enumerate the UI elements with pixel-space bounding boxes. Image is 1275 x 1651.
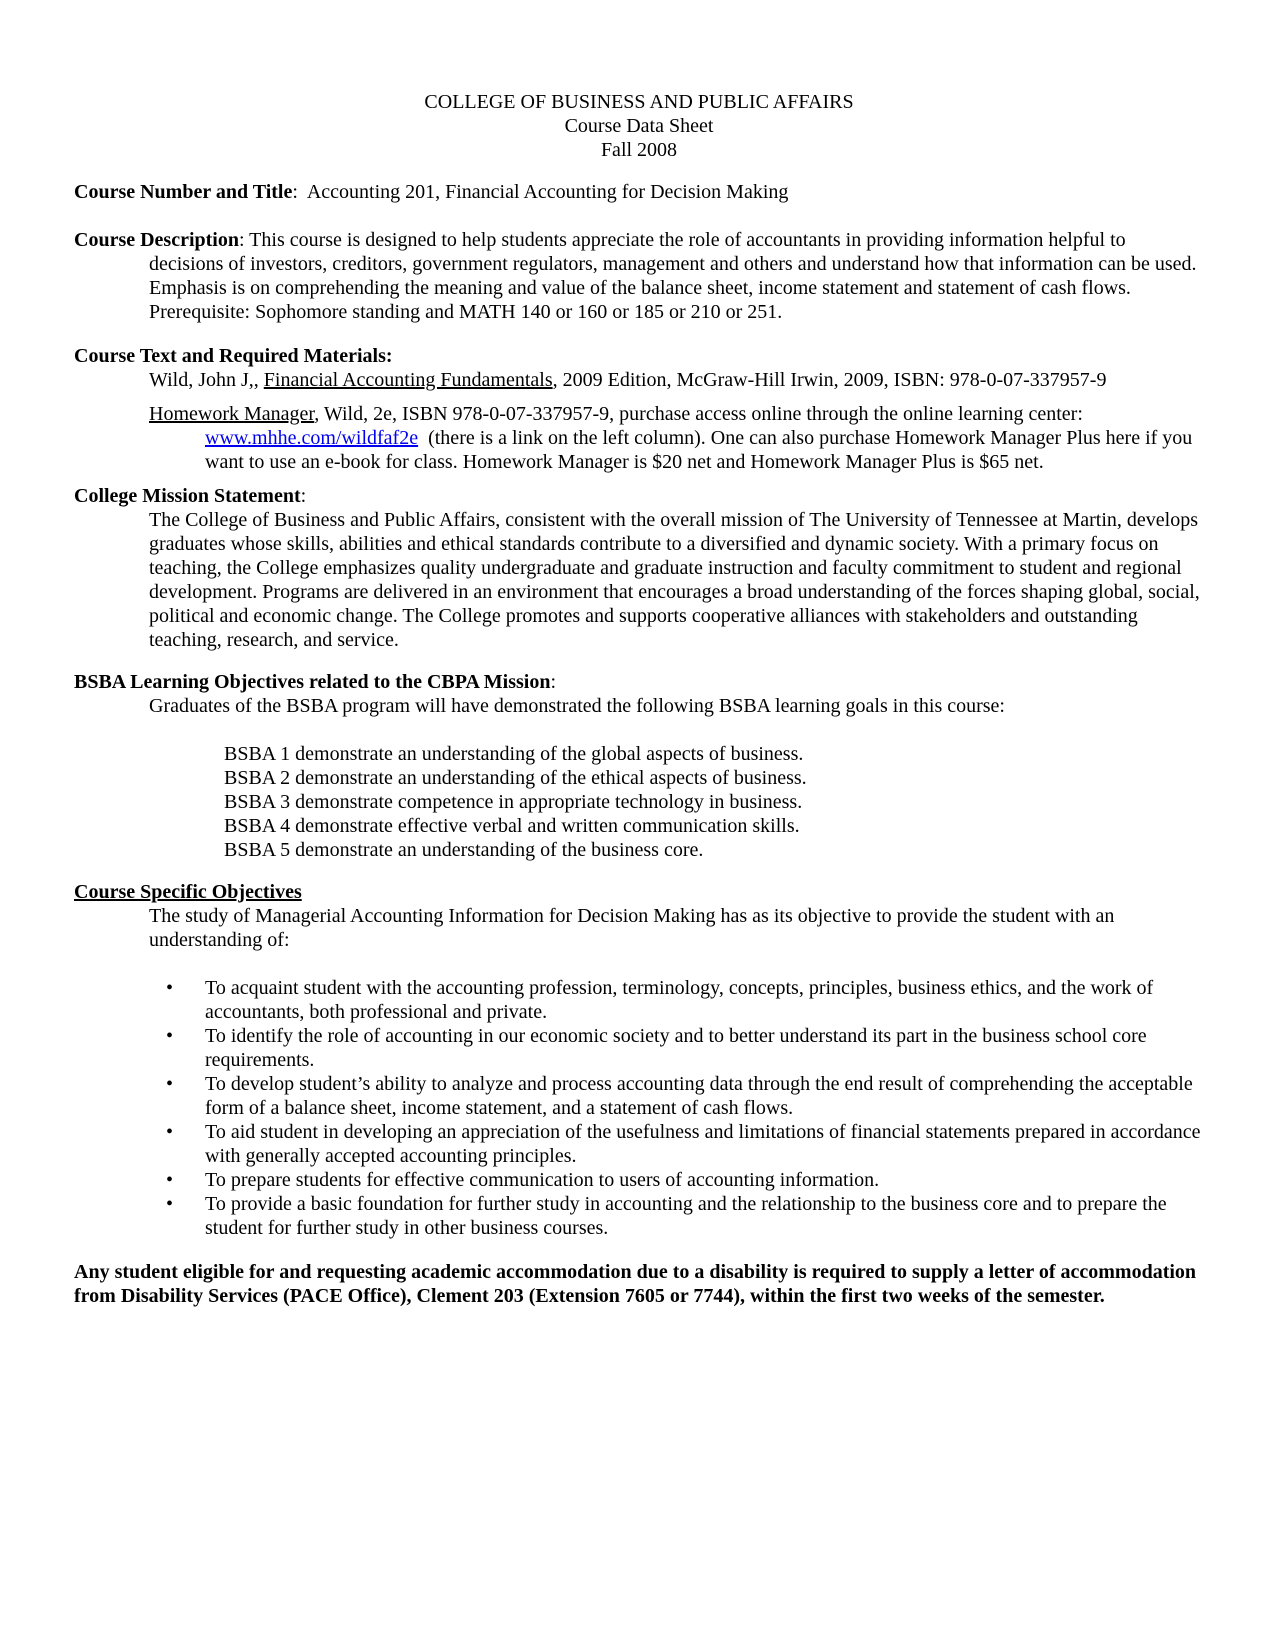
- list-item: [74, 1024, 1204, 1072]
- objective-text: To develop student’s ability to analyze and process accounting data through the end result of comprehending the acceptable form of a balance sheet, income statement, and a statement of cash flows.: [205, 1073, 1193, 1119]
- specific-objectives-section: [74, 880, 1204, 1240]
- course-number-sep: :: [292, 181, 307, 203]
- bullet-icon: •: [166, 1193, 174, 1215]
- objective-text: To prepare students for effective communication to users of accounting information.: [205, 1169, 880, 1191]
- bullet-icon: •: [166, 1121, 174, 1143]
- bullet-icon: •: [166, 977, 174, 999]
- course-number-label: Course Number and Title: [74, 181, 293, 203]
- textbook-author: Wild, John J,,: [149, 369, 264, 391]
- disability-notice: Any student eligible for and requesting academic accommodation due to a disability is required to supply a letter of accommodation from Disability Services (PACE Office), Clement 203 (Extension 7605 or 7744), within the first two weeks of the semester.: [74, 1261, 1197, 1307]
- homework-manager-link[interactable]: www.mhhe.com/wildfaf2e: [205, 427, 419, 449]
- bsba-intro: Graduates of the BSBA program will have demonstrated the following BSBA learning goals in this course:: [149, 695, 1005, 717]
- college-name: COLLEGE OF BUSINESS AND PUBLIC AFFAIRS: [424, 91, 854, 113]
- homework-manager-paragraph: [74, 402, 1204, 474]
- objectives-list: [74, 976, 1204, 1240]
- bullet-icon: •: [166, 1169, 174, 1191]
- specific-objectives-intro: The study of Managerial Accounting Information for Decision Making has as its objective to provide the student with an understanding of:: [149, 905, 1115, 951]
- objective-text: To identify the role of accounting in our economic society and to better understand its part in the business school core requirements.: [205, 1025, 1147, 1071]
- bsba-goal: BSBA 2 demonstrate an understanding of the ethical aspects of business.: [224, 767, 807, 789]
- mission-heading: College Mission Statement: [74, 485, 301, 507]
- bsba-heading: BSBA Learning Objectives related to the CBPA Mission: [74, 671, 551, 693]
- bsba-goal: BSBA 4 demonstrate effective verbal and written communication skills.: [224, 815, 800, 837]
- mission-text: The College of Business and Public Affairs, consistent with the overall mission of The University of Tennessee at Martin, develops graduates whose skills, abilities and ethical standards contribute to a diversified and dynamic society. With a primary focus on teaching, the College emphasizes quality undergraduate and graduate instruction and faculty commitment to student and regional development. Programs are delivered in an environment that encourages a broad understanding of the forces shaping global, social, political and economic change. The College promotes and supports cooperative alliances with stakeholders and outstanding teaching, research, and service.: [149, 509, 1200, 651]
- document-header: [74, 90, 1204, 162]
- materials-section: [74, 344, 1204, 474]
- bullet-icon: •: [166, 1073, 174, 1095]
- objective-text: To provide a basic foundation for further study in accounting and the relationship to the business core and to prepare the student for further study in other business courses.: [205, 1193, 1167, 1239]
- objective-text: To acquaint student with the accounting profession, terminology, concepts, principles, business ethics, and the work of accountants, both professional and private.: [205, 977, 1154, 1023]
- materials-heading: Course Text and Required Materials:: [74, 345, 393, 367]
- list-item: [74, 1072, 1204, 1120]
- homework-manager-text-1: , Wild, 2e, ISBN 978-0-07-337957-9, purchase access online through the online learning center:: [314, 403, 1083, 425]
- list-item: [74, 1168, 1204, 1192]
- document-title: Course Data Sheet: [564, 115, 714, 137]
- course-description-section: [74, 228, 1204, 324]
- course-description-text: : This course is designed to help students appreciate the role of accountants in providing information helpful to decisions of investors, creditors, government regulators, management and others and understand how that information can be used. Emphasis is on comprehending the meaning and value of the balance sheet, income statement and statement of cash flows. Prerequisite: Sophomore standing and MATH 140 or 160 or 185 or 210 or 251.: [149, 229, 1197, 323]
- bsba-colon: :: [550, 671, 557, 693]
- course-number-value: Accounting 201, Financial Accounting for Decision Making: [306, 181, 789, 203]
- objective-text: To aid student in developing an appreciation of the usefulness and limitations of financial statements prepared in accordance with generally accepted accounting principles.: [205, 1121, 1201, 1167]
- course-number-section: [74, 180, 1204, 204]
- mission-section: [74, 484, 1204, 652]
- specific-objectives-heading: Course Specific Objectives: [74, 881, 302, 903]
- bsba-goal: BSBA 3 demonstrate competence in appropriate technology in business.: [224, 791, 803, 813]
- homework-manager-text-2: (there is a link on the left column). One can also purchase Homework Manager Plus here if you want to use an e-book for class. Homework Manager is $20 net and Homework Manager Plus is $65 net.: [205, 427, 1198, 473]
- disability-notice-section: [74, 1260, 1204, 1308]
- bsba-goal: BSBA 1 demonstrate an understanding of the global aspects of business.: [224, 743, 804, 765]
- bsba-goal: BSBA 5 demonstrate an understanding of the business core.: [224, 839, 704, 861]
- textbook-details: , 2009 Edition, McGraw-Hill Irwin, 2009, ISBN: 978-0-07-337957-9: [552, 369, 1107, 391]
- textbook-title: Financial Accounting Fundamentals: [263, 369, 553, 391]
- mission-colon: :: [300, 485, 307, 507]
- list-item: [74, 1192, 1204, 1240]
- homework-manager-title: Homework Manager: [149, 403, 315, 425]
- textbook-line: [74, 368, 1204, 392]
- bsba-section: [74, 670, 1204, 862]
- term: Fall 2008: [600, 139, 678, 161]
- list-item: [74, 1120, 1204, 1168]
- list-item: [74, 976, 1204, 1024]
- bullet-icon: •: [166, 1025, 174, 1047]
- course-description-label: Course Description: [74, 229, 239, 251]
